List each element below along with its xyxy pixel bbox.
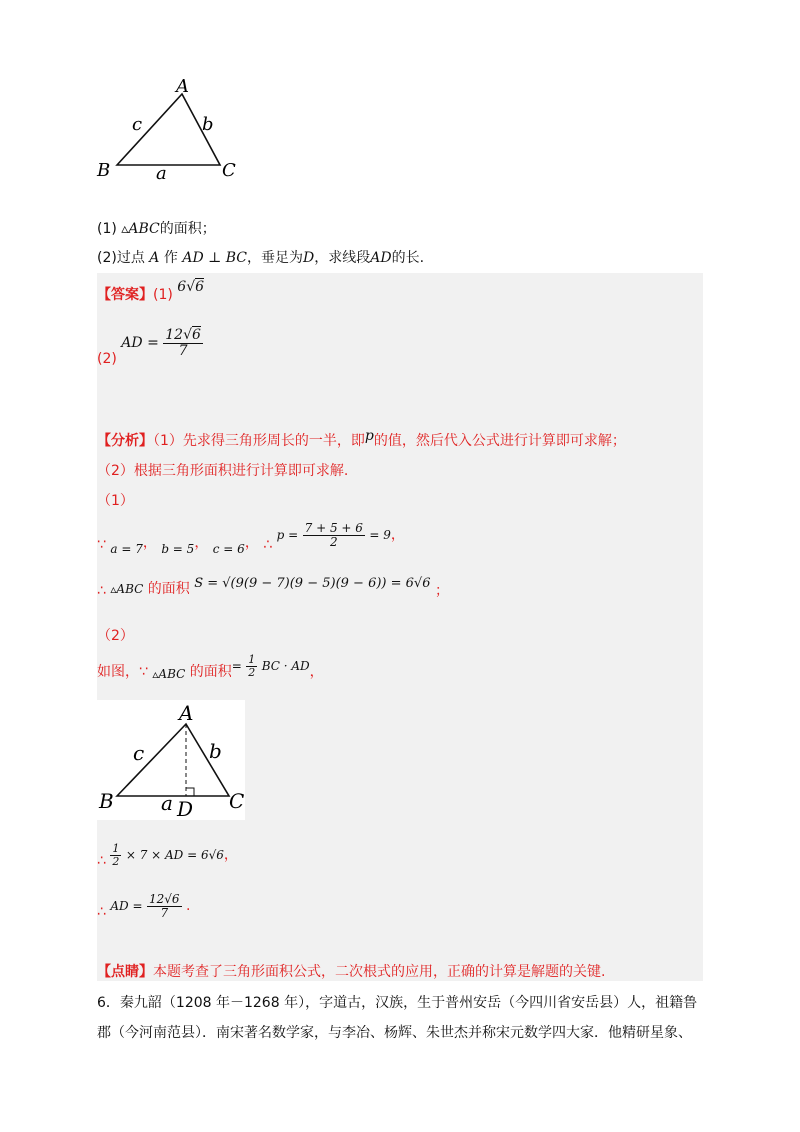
side-a-label-2: a [161, 791, 173, 815]
vertex-c-label-2: C [229, 789, 245, 813]
answer-line-1: 【答案】(1) 6√6 [97, 279, 205, 303]
comment-label: 【点睛】 [97, 964, 153, 980]
question-1: (1) ▵ABC的面积； [97, 221, 216, 237]
answer-panel [97, 273, 703, 981]
side-a-label: a [156, 163, 167, 184]
solution-3-result: ∴ AD = $\frac{12√6}{7}$ . [97, 892, 191, 921]
question-2: (2)过点 A 作 AD ⊥ BC，垂足为D，求线段AD的长. [97, 250, 425, 266]
vertex-a-label-2: A [179, 701, 194, 725]
next-question-line-1: 6．秦九韶（1208 年－1268 年），字道古，汉族，生于普州安岳（今四川省安岳县）人，祖籍鲁 [97, 995, 698, 1011]
vertex-b-label-2: B [99, 789, 114, 813]
vertex-b-label: B [97, 160, 111, 181]
altitude-figure [97, 700, 245, 820]
side-c-label: c [132, 114, 143, 135]
solution-1-area: ∴ ▵ABC 的面积 S = √(9(9 − 7)(9 − 5)(9 − 6)) = 6√6 ； [97, 576, 449, 599]
solution-2-heading: （2） [97, 628, 134, 644]
vertex-a-label: A [176, 76, 189, 97]
triangle-figure [92, 72, 252, 187]
right-angle-mark [186, 788, 194, 796]
solution-2-area: 如图，∵ ▵ABC 的面积= $\frac{1}{2}$ BC · AD， [97, 653, 324, 682]
altitude-figure-panel [97, 700, 245, 820]
solution-1-given: ∵ a = 7， b = 5， c = 6， ∴ p = $\frac{7 + 5 + 6}{2}$ = 9， [97, 521, 405, 557]
vertex-c-label: C [222, 160, 236, 181]
side-b-label: b [202, 114, 214, 135]
analysis-label: 【分析】 [97, 433, 153, 449]
side-c-label-2: c [133, 741, 145, 765]
side-b-label-2: b [209, 739, 222, 763]
foot-d-label: D [177, 797, 194, 820]
analysis-line-1: 【分析】（1）先求得三角形周长的一半，即p的值，然后代入公式进行计算即可求解； [97, 428, 626, 449]
next-question-line-2: 郡（今河南范县）．南宋著名数学家，与李冶、杨辉、朱世杰并称宋元数学四大家．他精研星象、 [97, 1025, 692, 1041]
comment-line: 【点睛】本题考查了三角形面积公式，二次根式的应用，正确的计算是解题的关键. [97, 964, 606, 980]
solution-3-equation: ∴ $\frac{1}{2}$ × 7 × AD = 6√6， [97, 842, 238, 870]
answer-line-2: (2) AD = $\frac{12√6}{7}$ [97, 327, 201, 368]
analysis-line-2: （2）根据三角形面积进行计算即可求解. [97, 463, 349, 479]
answer-label: 【答案】 [97, 287, 153, 303]
solution-1-heading: （1） [97, 493, 134, 509]
